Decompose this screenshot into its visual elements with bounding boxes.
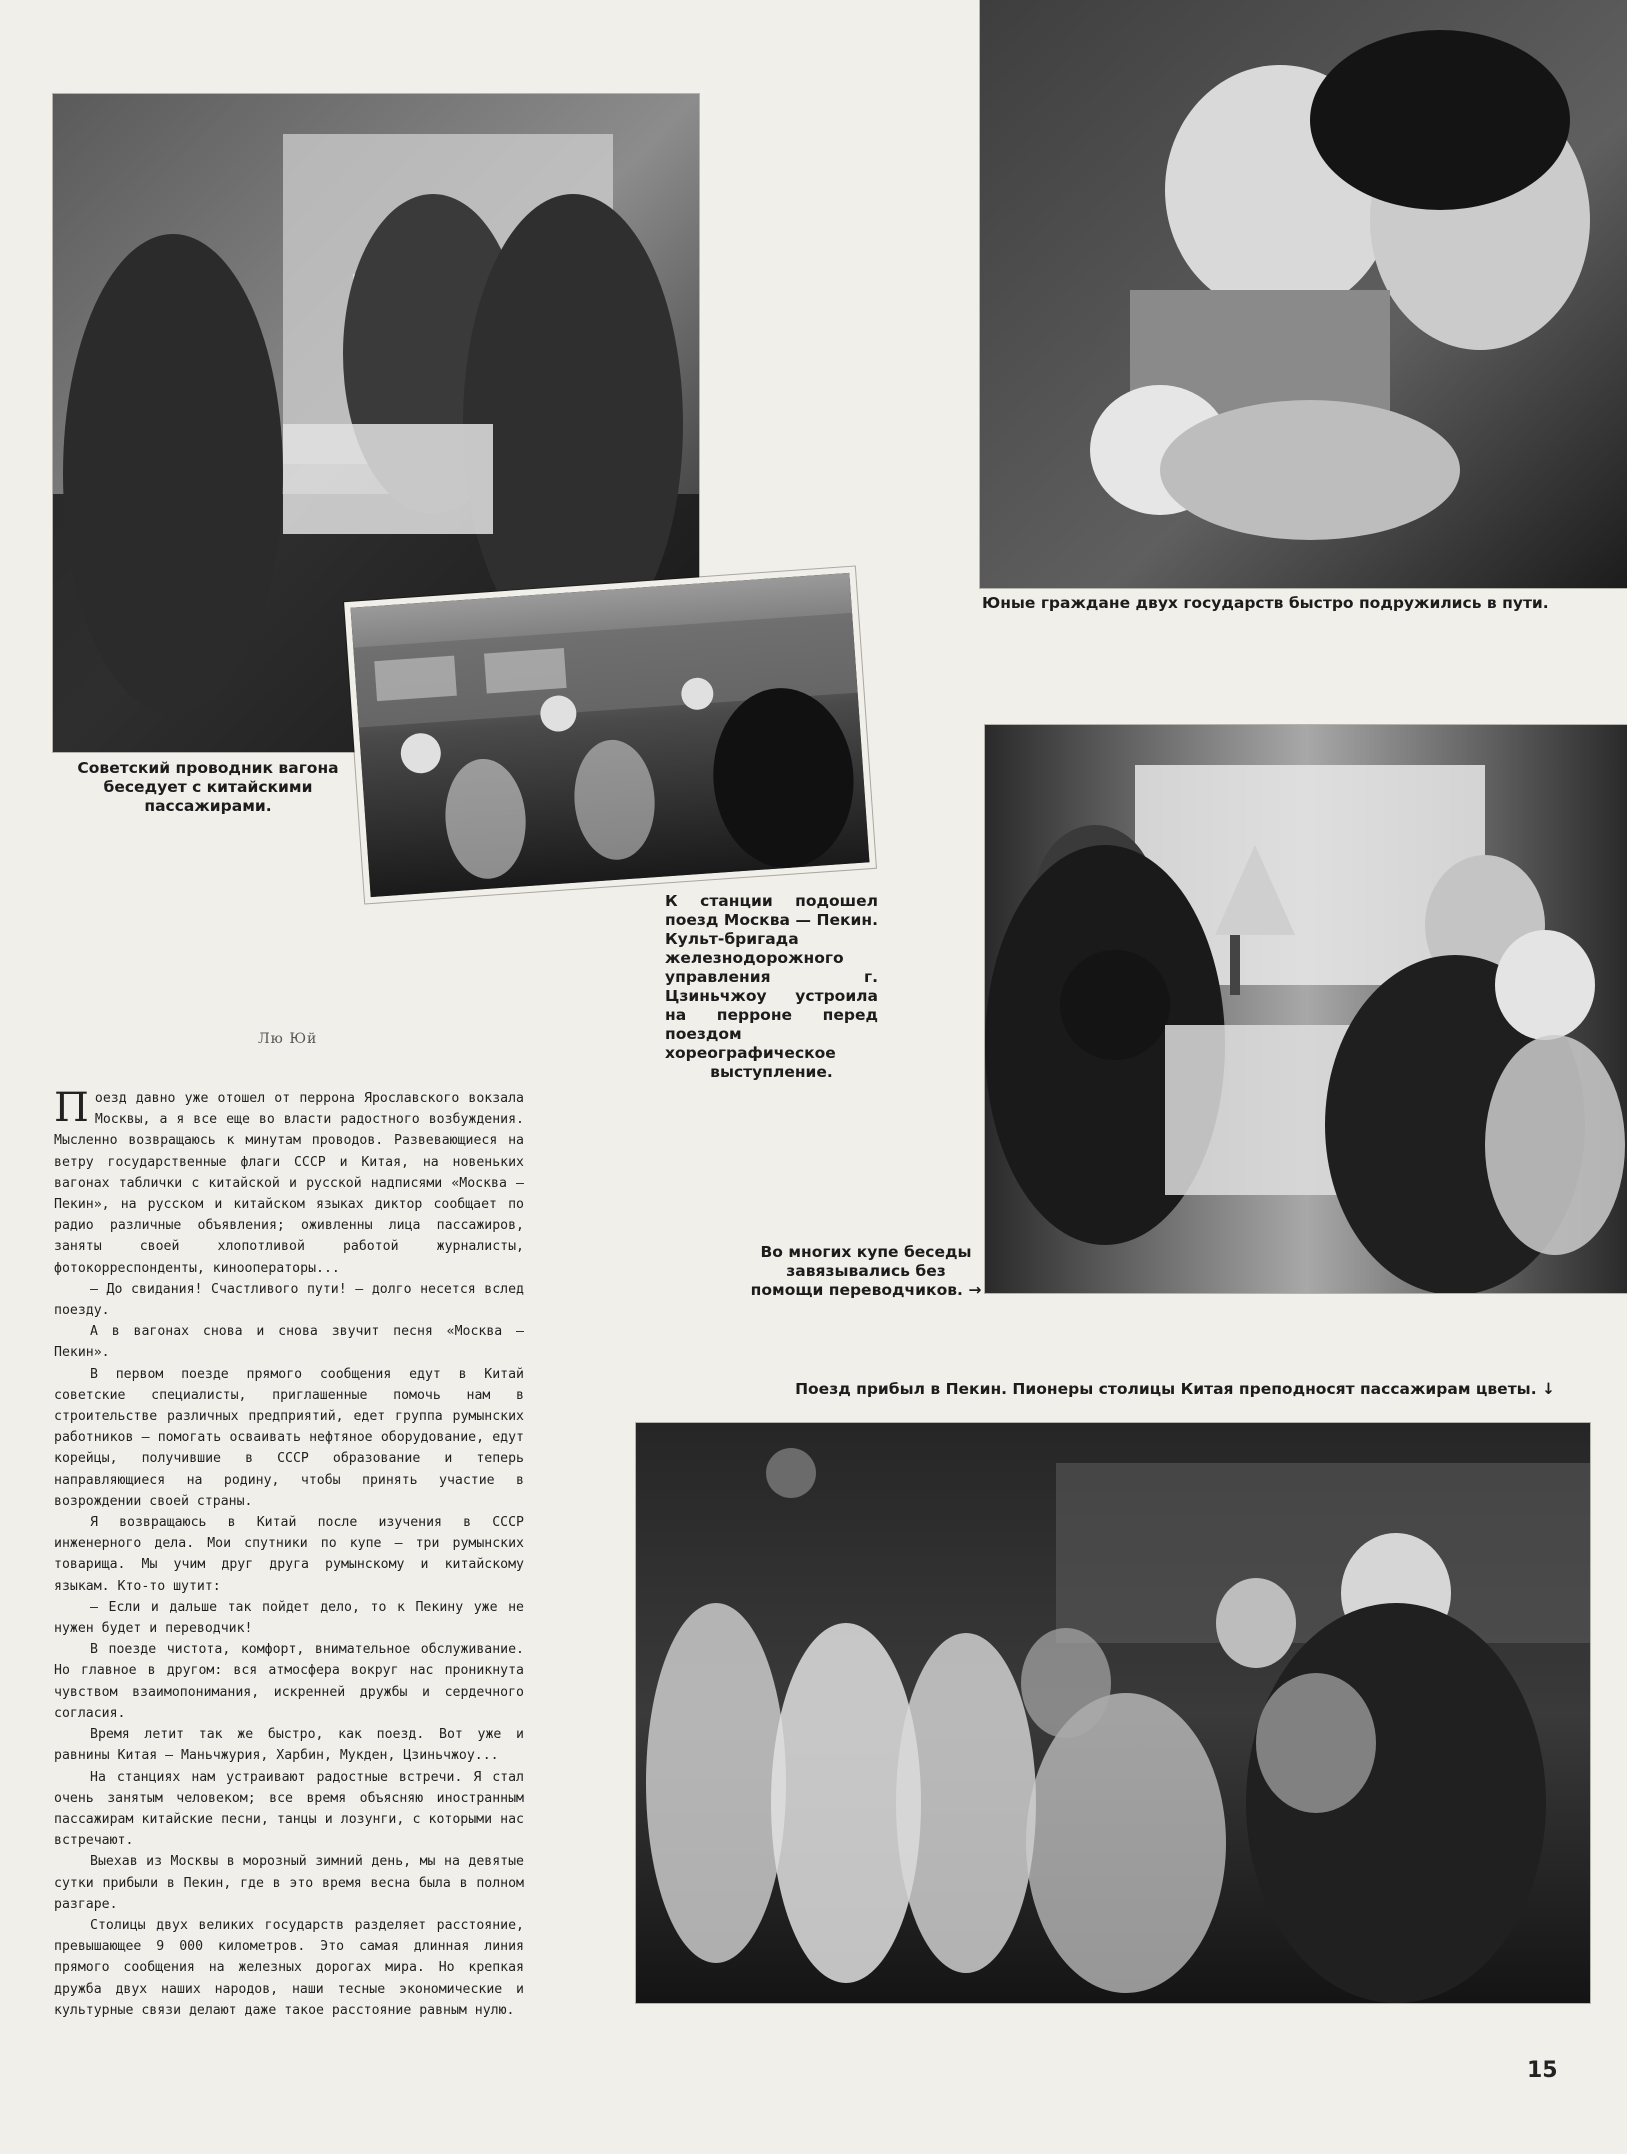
caption-compartment-text: Во многих купе беседы завязывались без помощи переводчиков.: [750, 1243, 972, 1299]
caption-arrival-text: Поезд прибыл в Пекин. Пионеры столицы Китая преподносят пассажирам цветы.: [795, 1380, 1537, 1398]
article-byline: Лю Юй: [258, 1031, 318, 1047]
page-number: 15: [1527, 2058, 1558, 2083]
article-paragraph: На станциях нам устраивают радостные встречи. Я стал очень занятым человеком; все время объясняю иностранным пассажирам китайские песни, танцы и лозунги, с которыми нас встречают.: [54, 1769, 524, 1849]
article-paragraph-text: оезд давно уже отошел от перрона Ярославского вокзала Москвы, а я все еще во власти радостного возбуждения. Мысленно возвращаюсь к минутам проводов. Развевающиеся на ветру государственные флаги СССР и Китая, на новеньких вагонах таблички с китайской и русской надписями «Москва — Пекин», на русском и китайском языках диктор сообщает по радио различные объявления; оживленны лица пассажиров, заняты своей хлопотливой работой журналисты, фотокорреспонденты, кинооператоры...: [54, 1091, 524, 1276]
caption-station-performance: К станции подошел поезд Москва — Пекин. Культ-бригада железнодорожного управления г. Цзиньчжоу устроила на перроне перед поездом хореографическое выступление.: [665, 892, 878, 1081]
arrow-down-icon: ↓: [1542, 1380, 1555, 1398]
caption-arrival: [640, 1380, 1555, 1399]
photo-children: [980, 0, 1627, 588]
caption-conductor: Советский проводник вагона беседует с китайскими пассажирами.: [77, 759, 339, 815]
article-paragraph: — До свидания! Счастливого пути! — долго несется вслед поезду.: [54, 1281, 524, 1319]
article-paragraph: Время летит так же быстро, как поезд. Вот уже и равнины Китая — Маньчжурия, Харбин, Мукден, Цзиньчжоу...: [54, 1727, 524, 1764]
article-paragraph: Столицы двух великих государств разделяет расстояние, превышающее 9 000 километров. Это самая длинная линия прямого сообщения на железных дорогах мира. Но крепкая дружба двух наших народов, наши тесные экономические и культурные связи делают даже такое расстояние равным нулю.: [54, 1917, 524, 2018]
photo-arrival: [636, 1423, 1590, 2003]
arrow-right-icon: →: [968, 1281, 982, 1299]
photo-station-performance: [350, 573, 869, 897]
article-paragraph: [54, 1085, 524, 1279]
article-paragraph: — Если и дальше так пойдет дело, то к Пекину уже не нужен будет и переводчик!: [54, 1599, 524, 1637]
article-dropcap: П: [54, 1085, 89, 1131]
article-paragraph: В поезде чистота, комфорт, внимательное обслуживание. Но главное в другом: вся атмосфера вокруг нас проникнута чувством взаимопонимания, искренней дружбы и сердечного согласия.: [54, 1642, 524, 1721]
caption-compartment: [750, 1243, 982, 1300]
article-paragraph: Я возвращаюсь в Китай после изучения в СССР инженерного дела. Мои спутники по купе — три румынских товарища. Мы учим друг друга румынскому и китайскому языкам. Кто-то шутит:: [54, 1515, 524, 1594]
caption-children: Юные граждане двух государств быстро подружились в пути.: [982, 594, 1549, 612]
article-body: [54, 1085, 524, 2021]
article-paragraph: В первом поезде прямого сообщения едут в Китай советские специалисты, приглашенные помочь нам в строительстве различных предприятий, едет группа румынских работников — помогать осваивать нефтяное оборудование, едут корейцы, получившие в СССР образование и теперь направляющиеся на родину, чтобы принять участие в возрождении своей страны.: [54, 1366, 524, 1509]
article-paragraph: А в вагонах снова и снова звучит песня «Москва — Пекин».: [54, 1324, 524, 1361]
photo-compartment: [985, 725, 1627, 1293]
article-paragraph: Выехав из Москвы в морозный зимний день, мы на девятые сутки прибыли в Пекин, где в это время весна была в полном разгаре.: [54, 1854, 524, 1912]
